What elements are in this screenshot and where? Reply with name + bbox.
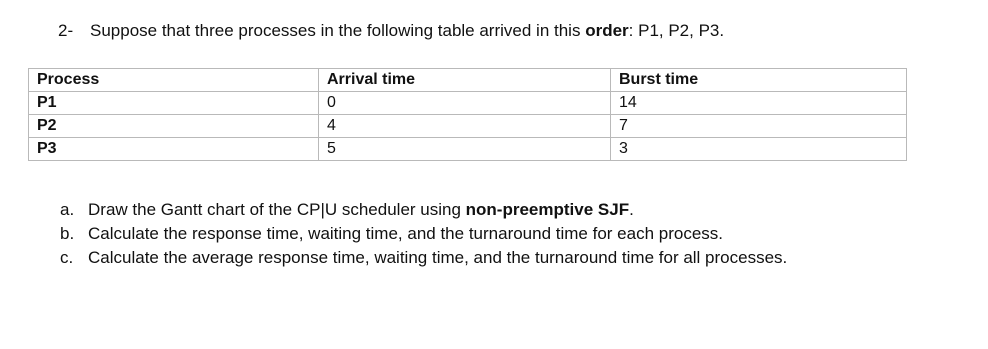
cell-process: P3 — [29, 138, 319, 161]
table-row — [29, 115, 907, 138]
table-row — [29, 92, 907, 115]
subquestion-b — [60, 222, 787, 246]
cell-process: P2 — [29, 115, 319, 138]
subquestion-text-main: Draw the Gantt chart of the CP|U scheduler using — [88, 200, 466, 219]
cell-arrival: 0 — [319, 92, 611, 115]
table-header-row — [29, 69, 907, 92]
header-burst-time: Burst time — [611, 69, 907, 92]
subquestion-text: Calculate the response time, waiting time, and the turnaround time for each process. — [88, 224, 724, 243]
process-table — [28, 68, 907, 161]
cell-arrival: 5 — [319, 138, 611, 161]
subquestion-letter: c. — [60, 248, 74, 267]
subquestion-bold: non-preemptive SJF — [465, 200, 630, 219]
subquestion-letter: b. — [60, 224, 75, 243]
cell-burst: 3 — [611, 138, 907, 161]
question-bold-word: order — [585, 21, 629, 40]
subquestion-text — [88, 198, 634, 222]
cell-arrival: 4 — [319, 115, 611, 138]
question-text: Suppose that three processes in the following table arrived in this — [90, 21, 586, 40]
subquestion-list — [60, 198, 787, 270]
header-arrival-time: Arrival time — [319, 69, 611, 92]
question-line — [58, 21, 724, 41]
subquestion-a — [60, 198, 787, 222]
subquestion-c — [60, 246, 787, 270]
cell-burst: 14 — [611, 92, 907, 115]
cell-process: P1 — [29, 92, 319, 115]
subquestion-letter: a. — [60, 200, 75, 219]
cell-burst: 7 — [611, 115, 907, 138]
question-text-end: : P1, P2, P3. — [628, 21, 725, 40]
header-process: Process — [29, 69, 319, 92]
subquestion-tail: . — [629, 200, 634, 219]
subquestion-text: Calculate the average response time, waiting time, and the turnaround time for all processes. — [88, 248, 788, 267]
question-number: 2- — [58, 21, 74, 40]
table-row — [29, 138, 907, 161]
